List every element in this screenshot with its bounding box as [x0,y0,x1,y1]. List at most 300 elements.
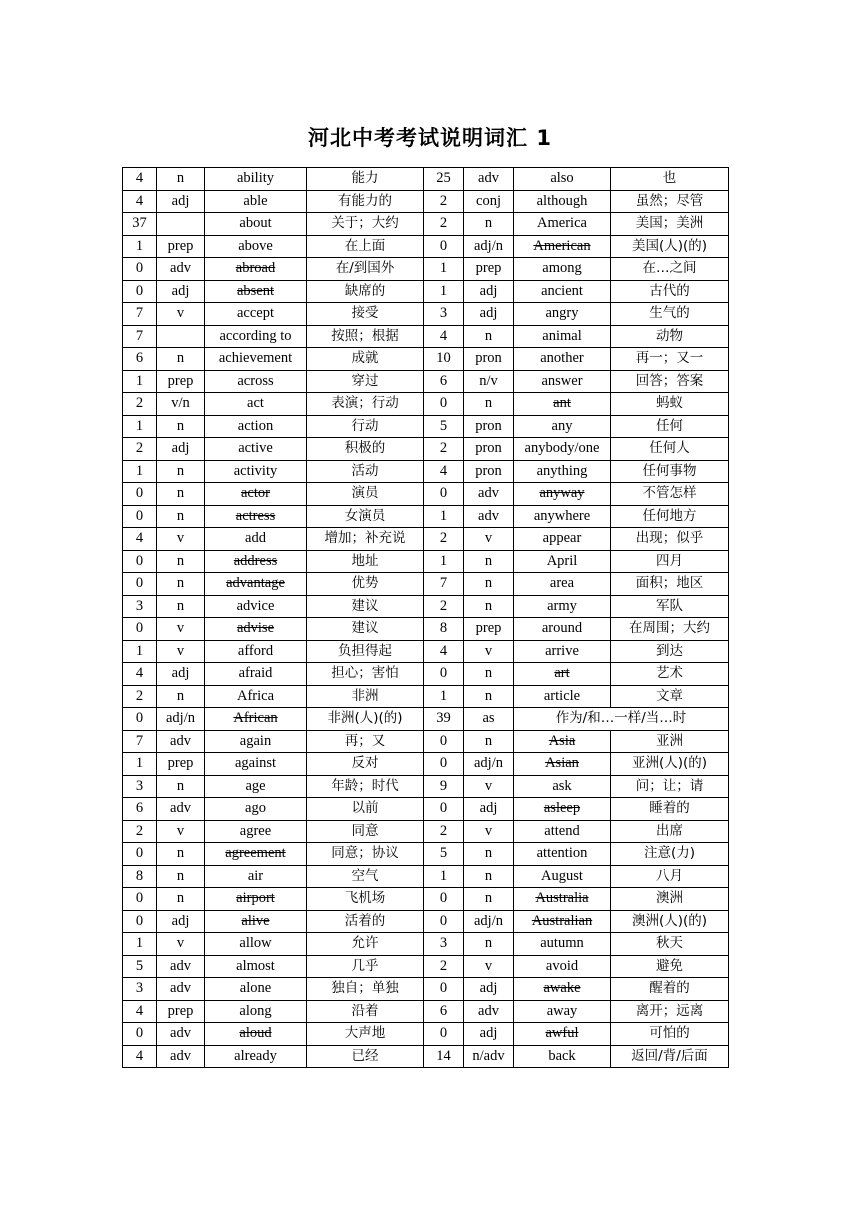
right-count-cell: 0 [424,663,464,686]
left-meaning-cell: 女演员 [307,505,424,528]
left-count-cell: 2 [123,685,157,708]
left-meaning-cell: 表演；行动 [307,393,424,416]
left-word-cell: activity [205,460,307,483]
right-meaning-cell: 澳洲(人)(的) [611,910,729,933]
right-part-of-speech-cell: v [464,820,514,843]
right-word-cell: around [514,618,611,641]
right-meaning-cell: 到达 [611,640,729,663]
left-part-of-speech-cell: n [157,888,205,911]
right-word-cell: attention [514,843,611,866]
right-meaning-cell: 注意(力) [611,843,729,866]
left-part-of-speech-cell: adv [157,798,205,821]
right-count-cell: 2 [424,820,464,843]
left-part-of-speech-cell: adj [157,663,205,686]
right-word-cell: April [514,550,611,573]
right-part-of-speech-cell: n [464,550,514,573]
right-part-of-speech-cell: pron [464,438,514,461]
left-word-cell: African [205,708,307,731]
right-word-cell: anyway [514,483,611,506]
right-word-cell: article [514,685,611,708]
right-count-cell: 2 [424,190,464,213]
right-word-cell: August [514,865,611,888]
left-word-cell: Africa [205,685,307,708]
left-part-of-speech-cell: adv [157,978,205,1001]
right-word-cell: anywhere [514,505,611,528]
left-count-cell: 0 [123,618,157,641]
right-word-cell: among [514,258,611,281]
right-meaning-cell: 任何人 [611,438,729,461]
table-row [123,1045,729,1068]
left-word-cell: actress [205,505,307,528]
right-word-cell: anybody/one [514,438,611,461]
left-count-cell: 1 [123,235,157,258]
left-word-cell: age [205,775,307,798]
right-word-cell: area [514,573,611,596]
right-count-cell: 1 [424,280,464,303]
right-word-cell: also [514,168,611,191]
right-count-cell: 4 [424,640,464,663]
left-part-of-speech-cell: v [157,640,205,663]
table-row [123,820,729,843]
right-count-cell: 0 [424,393,464,416]
right-count-cell: 1 [424,258,464,281]
left-count-cell: 6 [123,798,157,821]
right-part-of-speech-cell: v [464,528,514,551]
right-meaning-cell: 生气的 [611,303,729,326]
right-word-cell: ant [514,393,611,416]
left-meaning-cell: 行动 [307,415,424,438]
left-part-of-speech-cell: n [157,483,205,506]
left-word-cell: achievement [205,348,307,371]
right-meaning-cell: 再一；又一 [611,348,729,371]
left-meaning-cell: 积极的 [307,438,424,461]
table-row [123,865,729,888]
left-meaning-cell: 独自；单独 [307,978,424,1001]
left-count-cell: 1 [123,370,157,393]
table-row [123,235,729,258]
left-part-of-speech-cell: prep [157,1000,205,1023]
table-row [123,348,729,371]
right-word-cell: art [514,663,611,686]
right-word-cell: ask [514,775,611,798]
left-part-of-speech-cell: n [157,415,205,438]
left-meaning-cell: 关于；大约 [307,213,424,236]
left-meaning-cell: 建议 [307,618,424,641]
table-row [123,888,729,911]
left-part-of-speech-cell: n [157,865,205,888]
right-count-cell: 1 [424,550,464,573]
right-meaning-cell: 在…之间 [611,258,729,281]
right-part-of-speech-cell: n [464,933,514,956]
right-meaning-cell: 澳洲 [611,888,729,911]
right-count-cell: 10 [424,348,464,371]
table-row [123,415,729,438]
left-meaning-cell: 有能力的 [307,190,424,213]
right-count-cell: 1 [424,505,464,528]
right-word-cell: answer [514,370,611,393]
left-part-of-speech-cell: n [157,550,205,573]
right-part-of-speech-cell: v [464,775,514,798]
left-meaning-cell: 成就 [307,348,424,371]
left-count-cell: 4 [123,1045,157,1068]
left-word-cell: absent [205,280,307,303]
left-meaning-cell: 反对 [307,753,424,776]
right-part-of-speech-cell: adj/n [464,910,514,933]
left-part-of-speech-cell: adj [157,190,205,213]
table-row [123,483,729,506]
right-count-cell: 2 [424,955,464,978]
left-meaning-cell: 在/到国外 [307,258,424,281]
left-meaning-cell: 年龄；时代 [307,775,424,798]
left-part-of-speech-cell: n [157,505,205,528]
right-count-cell: 0 [424,798,464,821]
right-meaning-cell: 动物 [611,325,729,348]
right-count-cell: 0 [424,483,464,506]
left-part-of-speech-cell: n [157,685,205,708]
right-meaning-cell: 任何地方 [611,505,729,528]
left-word-cell: add [205,528,307,551]
right-part-of-speech-cell: n [464,730,514,753]
left-count-cell: 2 [123,820,157,843]
left-part-of-speech-cell: adv [157,258,205,281]
right-meaning-cell: 秋天 [611,933,729,956]
right-part-of-speech-cell: n [464,573,514,596]
left-meaning-cell: 接受 [307,303,424,326]
left-part-of-speech-cell: adj [157,438,205,461]
right-part-of-speech-cell: conj [464,190,514,213]
right-meaning-cell: 亚洲(人)(的) [611,753,729,776]
right-part-of-speech-cell: adv [464,483,514,506]
right-count-cell: 0 [424,888,464,911]
right-count-cell: 2 [424,528,464,551]
left-meaning-cell: 非洲 [307,685,424,708]
table-row [123,325,729,348]
left-word-cell: address [205,550,307,573]
table-row [123,775,729,798]
right-meaning-cell: 可怕的 [611,1023,729,1046]
left-word-cell: afford [205,640,307,663]
left-part-of-speech-cell: v [157,303,205,326]
right-part-of-speech-cell: adv [464,505,514,528]
left-meaning-cell: 几乎 [307,955,424,978]
right-word-cell: autumn [514,933,611,956]
table-row [123,978,729,1001]
right-meaning-cell: 不管怎样 [611,483,729,506]
right-part-of-speech-cell: n [464,663,514,686]
left-part-of-speech-cell [157,213,205,236]
left-word-cell: air [205,865,307,888]
right-count-cell: 1 [424,865,464,888]
right-count-cell: 0 [424,235,464,258]
left-count-cell: 0 [123,708,157,731]
left-word-cell: again [205,730,307,753]
right-count-cell: 3 [424,933,464,956]
table-row [123,618,729,641]
right-word-cell: army [514,595,611,618]
right-part-of-speech-cell: adj [464,1023,514,1046]
table-row [123,213,729,236]
left-word-cell: along [205,1000,307,1023]
left-count-cell: 4 [123,663,157,686]
table-row [123,955,729,978]
left-count-cell: 0 [123,505,157,528]
left-part-of-speech-cell: n [157,843,205,866]
left-count-cell: 4 [123,1000,157,1023]
table-row [123,573,729,596]
left-meaning-cell: 同意 [307,820,424,843]
left-meaning-cell: 活着的 [307,910,424,933]
right-meaning-cell: 也 [611,168,729,191]
left-word-cell: according to [205,325,307,348]
right-word-cell: Australian [514,910,611,933]
left-count-cell: 8 [123,865,157,888]
right-meaning-cell: 美国(人)(的) [611,235,729,258]
right-part-of-speech-cell: adv [464,1000,514,1023]
left-count-cell: 7 [123,325,157,348]
left-count-cell: 0 [123,483,157,506]
right-part-of-speech-cell: adj/n [464,753,514,776]
right-word-cell: awful [514,1023,611,1046]
right-meaning-cell: 四月 [611,550,729,573]
right-part-of-speech-cell: adj [464,978,514,1001]
left-count-cell: 4 [123,190,157,213]
right-part-of-speech-cell: v [464,955,514,978]
left-count-cell: 0 [123,888,157,911]
right-word-cell: American [514,235,611,258]
right-part-of-speech-cell: pron [464,460,514,483]
left-meaning-cell: 允许 [307,933,424,956]
right-count-cell: 5 [424,843,464,866]
right-part-of-speech-cell: n/adv [464,1045,514,1068]
right-part-of-speech-cell: n [464,213,514,236]
left-count-cell: 0 [123,258,157,281]
left-part-of-speech-cell: n [157,775,205,798]
table-row [123,798,729,821]
right-part-of-speech-cell: n [464,325,514,348]
right-count-cell: 0 [424,910,464,933]
table-row [123,280,729,303]
right-word-cell: anything [514,460,611,483]
right-count-cell: 2 [424,595,464,618]
left-word-cell: abroad [205,258,307,281]
table-row [123,1000,729,1023]
left-meaning-cell: 缺席的 [307,280,424,303]
left-part-of-speech-cell: n [157,168,205,191]
left-meaning-cell: 能力 [307,168,424,191]
left-meaning-cell: 穿过 [307,370,424,393]
right-word-cell: arrive [514,640,611,663]
right-part-of-speech-cell: adv [464,168,514,191]
left-word-cell: accept [205,303,307,326]
left-meaning-cell: 非洲(人)(的) [307,708,424,731]
right-count-cell: 1 [424,685,464,708]
left-word-cell: advice [205,595,307,618]
left-word-cell: active [205,438,307,461]
left-meaning-cell: 担心；害怕 [307,663,424,686]
table-row [123,843,729,866]
left-part-of-speech-cell: v [157,820,205,843]
left-part-of-speech-cell: v/n [157,393,205,416]
right-word-cell: attend [514,820,611,843]
right-count-cell: 0 [424,753,464,776]
left-word-cell: advantage [205,573,307,596]
table-row [123,528,729,551]
right-meaning-cell: 虽然；尽管 [611,190,729,213]
right-word-cell: back [514,1045,611,1068]
left-meaning-cell: 以前 [307,798,424,821]
right-count-cell: 2 [424,438,464,461]
left-word-cell: airport [205,888,307,911]
left-count-cell: 1 [123,415,157,438]
left-count-cell: 7 [123,730,157,753]
table-row [123,685,729,708]
left-count-cell: 2 [123,438,157,461]
left-part-of-speech-cell: adj [157,280,205,303]
left-count-cell: 1 [123,640,157,663]
left-count-cell: 0 [123,573,157,596]
right-word-cell: any [514,415,611,438]
left-meaning-cell: 按照；根据 [307,325,424,348]
right-meaning-cell: 出现；似乎 [611,528,729,551]
left-part-of-speech-cell: prep [157,235,205,258]
left-word-cell: agree [205,820,307,843]
right-meaning-cell: 回答；答案 [611,370,729,393]
right-word-cell: away [514,1000,611,1023]
right-count-cell: 25 [424,168,464,191]
left-meaning-cell: 增加；补充说 [307,528,424,551]
right-word-cell: appear [514,528,611,551]
right-word-cell: angry [514,303,611,326]
right-meaning-cell: 睡着的 [611,798,729,821]
left-count-cell: 2 [123,393,157,416]
right-meaning-cell: 任何 [611,415,729,438]
left-word-cell: alone [205,978,307,1001]
right-word-cell: Asia [514,730,611,753]
left-count-cell: 0 [123,280,157,303]
left-word-cell: across [205,370,307,393]
right-count-cell: 7 [424,573,464,596]
right-count-cell: 4 [424,460,464,483]
right-meaning-cell: 避免 [611,955,729,978]
left-count-cell: 0 [123,843,157,866]
left-part-of-speech-cell: adv [157,1023,205,1046]
right-count-cell: 6 [424,1000,464,1023]
left-part-of-speech-cell [157,325,205,348]
table-row [123,190,729,213]
table-row [123,910,729,933]
table-row [123,933,729,956]
left-count-cell: 3 [123,775,157,798]
left-meaning-cell: 演员 [307,483,424,506]
left-part-of-speech-cell: adv [157,1045,205,1068]
right-meaning-cell: 八月 [611,865,729,888]
right-part-of-speech-cell: prep [464,258,514,281]
left-meaning-cell: 在上面 [307,235,424,258]
left-word-cell: alive [205,910,307,933]
table-row [123,708,729,731]
left-word-cell: above [205,235,307,258]
right-word-cell: ancient [514,280,611,303]
left-meaning-cell: 地址 [307,550,424,573]
left-count-cell: 4 [123,528,157,551]
left-word-cell: allow [205,933,307,956]
table-row [123,370,729,393]
right-meaning-cell: 出席 [611,820,729,843]
table-row [123,663,729,686]
right-count-cell: 0 [424,1023,464,1046]
left-count-cell: 1 [123,460,157,483]
table-row [123,595,729,618]
right-count-cell: 5 [424,415,464,438]
left-count-cell: 0 [123,910,157,933]
left-word-cell: able [205,190,307,213]
right-part-of-speech-cell: as [464,708,514,731]
page-title: 河北中考考试说明词汇 1 [308,126,552,150]
left-count-cell: 3 [123,978,157,1001]
table-row [123,505,729,528]
right-count-cell: 3 [424,303,464,326]
right-meaning-cell: 古代的 [611,280,729,303]
right-part-of-speech-cell: adj [464,798,514,821]
table-row [123,1023,729,1046]
right-count-cell: 0 [424,978,464,1001]
left-part-of-speech-cell: n [157,595,205,618]
right-part-of-speech-cell: n [464,595,514,618]
left-part-of-speech-cell: adv [157,955,205,978]
right-part-of-speech-cell: n [464,685,514,708]
left-count-cell: 1 [123,753,157,776]
left-count-cell: 4 [123,168,157,191]
right-meaning-cell: 问；让；请 [611,775,729,798]
right-meaning-cell: 返回/背/后面 [611,1045,729,1068]
right-count-cell: 0 [424,730,464,753]
left-word-cell: ago [205,798,307,821]
left-part-of-speech-cell: v [157,618,205,641]
right-meaning-cell: 艺术 [611,663,729,686]
left-count-cell: 0 [123,550,157,573]
left-word-cell: about [205,213,307,236]
right-part-of-speech-cell: adj/n [464,235,514,258]
left-word-cell: ability [205,168,307,191]
right-part-of-speech-cell: prep [464,618,514,641]
right-word-cell: America [514,213,611,236]
table-row [123,393,729,416]
left-meaning-cell: 飞机场 [307,888,424,911]
left-word-cell: actor [205,483,307,506]
right-count-cell: 39 [424,708,464,731]
right-part-of-speech-cell: n [464,393,514,416]
vocabulary-table [122,167,729,1068]
right-part-of-speech-cell: n/v [464,370,514,393]
left-count-cell: 37 [123,213,157,236]
table-row [123,303,729,326]
right-count-cell: 9 [424,775,464,798]
right-meaning-cell: 离开；远离 [611,1000,729,1023]
right-meaning-cell: 作为/和…一样/当…时 [514,708,729,731]
left-part-of-speech-cell: prep [157,370,205,393]
right-word-cell: asleep [514,798,611,821]
right-word-cell: although [514,190,611,213]
right-meaning-cell: 在周围；大约 [611,618,729,641]
table-row [123,168,729,191]
right-meaning-cell: 醒着的 [611,978,729,1001]
left-word-cell: agreement [205,843,307,866]
left-part-of-speech-cell: n [157,460,205,483]
left-meaning-cell: 活动 [307,460,424,483]
right-count-cell: 2 [424,213,464,236]
left-meaning-cell: 同意；协议 [307,843,424,866]
left-part-of-speech-cell: n [157,573,205,596]
